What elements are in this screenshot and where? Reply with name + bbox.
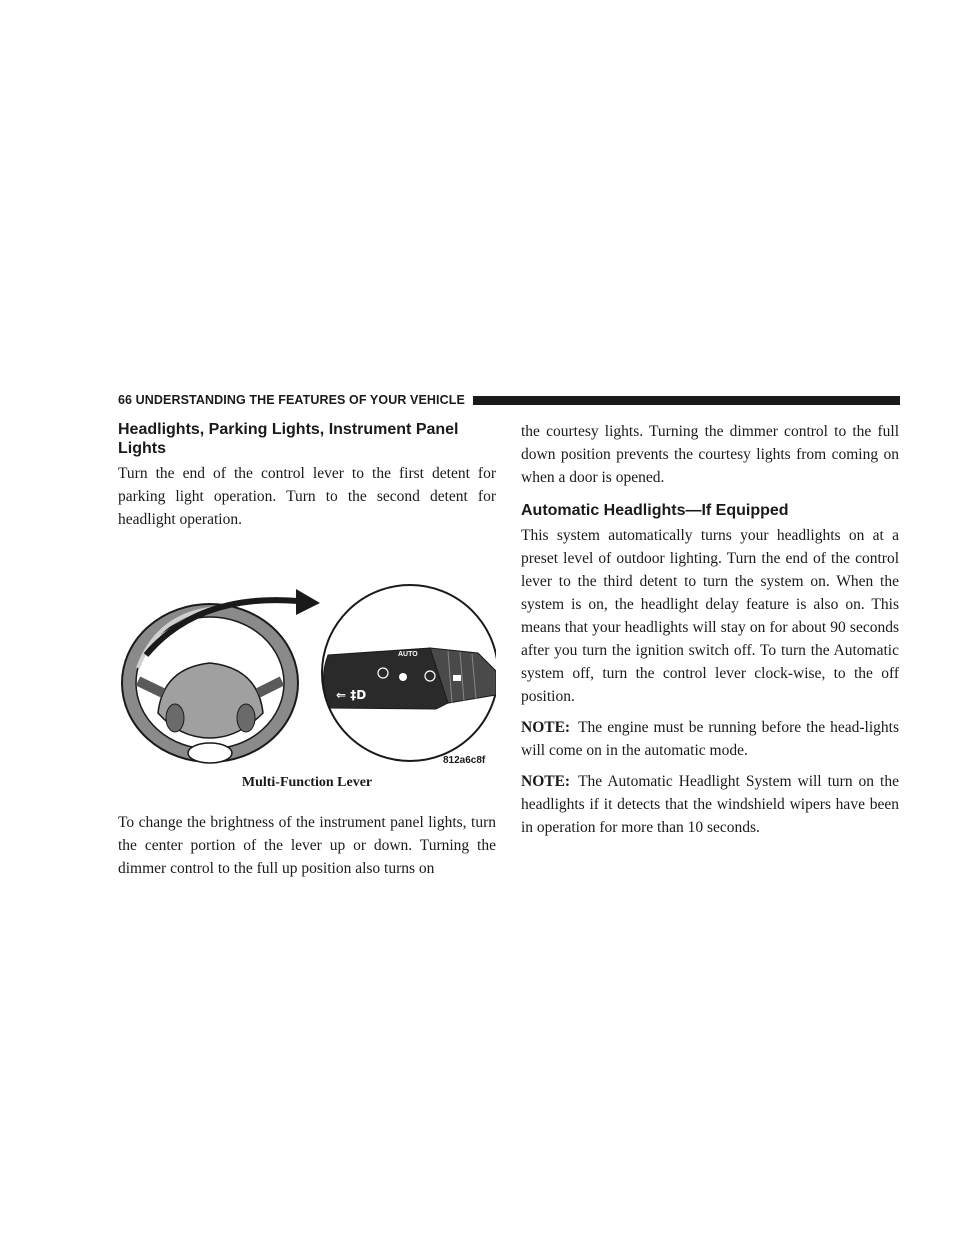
paragraph-automatic-headlights: This system automatically turns your headlights on at a preset level of outdoor lighting. Turn the end of the control lever to the third detent to turn the system on. When the system is on, the headlight delay feature is also on. This means that your headlights will stay on for about 90 seconds after you turn the ignition switch off. To turn the Automatic system off, turn the control lever clock-wise, to the off position. (521, 527, 899, 705)
paragraph-courtesy-continued: the courtesy lights. Turning the dimmer control to the full down position prevents the courtesy lights from coming on when a door is opened. (521, 423, 899, 486)
page-header (118, 391, 900, 409)
lever-headlight-symbol: ⇐ ‡D (336, 688, 367, 702)
lever-auto-label: AUTO (398, 651, 418, 658)
note-engine-running (521, 716, 899, 762)
left-column (118, 420, 496, 880)
right-column (521, 420, 899, 839)
paragraph-dimmer: To change the brightness of the instrument panel lights, turn the center portion of the lever up or down. Turning the dimmer control to the full up position also turns on (118, 814, 496, 877)
figure-code: 812a6c8f (443, 755, 486, 766)
paragraph-parking-lights: Turn the end of the control lever to the first detent for parking light operation. Turn to the second detent for headlight operation. (118, 465, 496, 528)
figure-caption: Multi-Function Lever (241, 775, 373, 790)
section-heading-automatic: Automatic Headlights—If Equipped (521, 502, 789, 519)
note-text: The engine must be running before the head-lights will come on in the automatic mode. (521, 719, 899, 759)
note-label: NOTE: (521, 719, 571, 736)
figure-multi-function-lever (118, 553, 496, 803)
section-heading-lights: Headlights, Parking Lights, Instrument Panel Lights (118, 421, 459, 457)
note-windshield-wipers (521, 770, 899, 839)
steering-wheel-illustration (118, 553, 496, 803)
header-rule (473, 396, 900, 405)
page-header-title: 66 UNDERSTANDING THE FEATURES OF YOUR VEHICLE (118, 393, 465, 407)
note-text: The Automatic Headlight System will turn on the headlights if it detects that the windshield wipers have been in operation for more than 10 seconds. (521, 773, 899, 836)
note-label: NOTE: (521, 773, 571, 790)
